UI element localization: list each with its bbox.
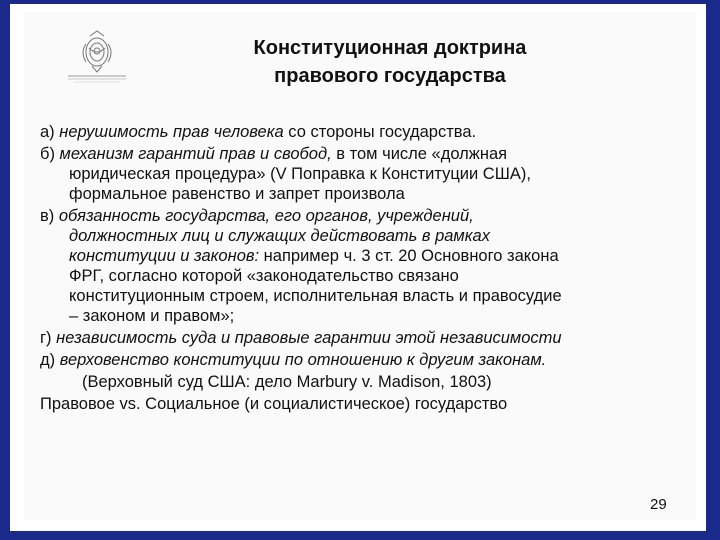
item-a-marker: а): [40, 123, 55, 141]
item-e-italic: верховенство конституции по отношению к другим законам.: [59, 351, 547, 369]
item-d-italic: независимость суда и правовые гарантии этой независимости: [56, 329, 562, 347]
item-e-line-2: (Верховный суд США: дело Marbury v. Madison, 1803): [82, 373, 492, 391]
item-c-line-3: [40, 246, 700, 266]
item-b: [40, 144, 700, 164]
left-frame-bar: [0, 0, 10, 540]
item-f: Правовое vs. Социальное (и социалистическое) государство: [40, 395, 508, 413]
item-c-line-5: конституционным строем, исполнительная власть и правосудие: [69, 287, 562, 305]
item-b-marker: б): [40, 145, 55, 163]
item-d: [40, 328, 700, 348]
item-c-italic-1: обязанность государства, его органов, учреждений,: [58, 207, 474, 225]
title-line-2: правового государства: [274, 65, 506, 87]
bottom-frame-bar: [0, 531, 720, 540]
item-c-italic-3: конституции и законов:: [69, 247, 260, 265]
title-line-1: Конституционная доктрина: [253, 37, 527, 59]
right-frame-bar: [706, 0, 720, 540]
item-c-rest-3: например ч. 3 ст. 20 Основного закона: [263, 247, 559, 265]
university-emblem-icon: [66, 26, 128, 84]
item-c-italic-2: должностных лиц и служащих действовать в рамках: [69, 227, 490, 245]
top-frame-bar: [0, 0, 720, 4]
item-b-line-2: юридическая процедура» (V Поправка к Конституции США),: [69, 165, 531, 183]
item-c-marker: в): [40, 207, 55, 225]
item-a: [40, 122, 700, 142]
slide-body: [40, 122, 700, 414]
item-d-marker: г): [40, 329, 52, 347]
item-b-rest: в том числе «должная: [336, 145, 508, 163]
item-b-line-3: формальное равенство и запрет произвола: [69, 185, 405, 203]
item-c-line-6: – законом и правом»;: [69, 307, 235, 325]
item-c: [40, 206, 700, 226]
slide-title: [170, 34, 610, 90]
item-a-rest: со стороны государства.: [288, 123, 477, 141]
page-number: 29: [650, 496, 667, 513]
item-c-line-4: ФРГ, согласно которой «законодательство связано: [69, 267, 459, 285]
item-e-marker: д): [40, 351, 56, 369]
item-e: [40, 350, 700, 370]
item-b-italic: механизм гарантий прав и свобод,: [59, 145, 332, 163]
item-a-italic: нерушимость прав человека: [59, 123, 284, 141]
